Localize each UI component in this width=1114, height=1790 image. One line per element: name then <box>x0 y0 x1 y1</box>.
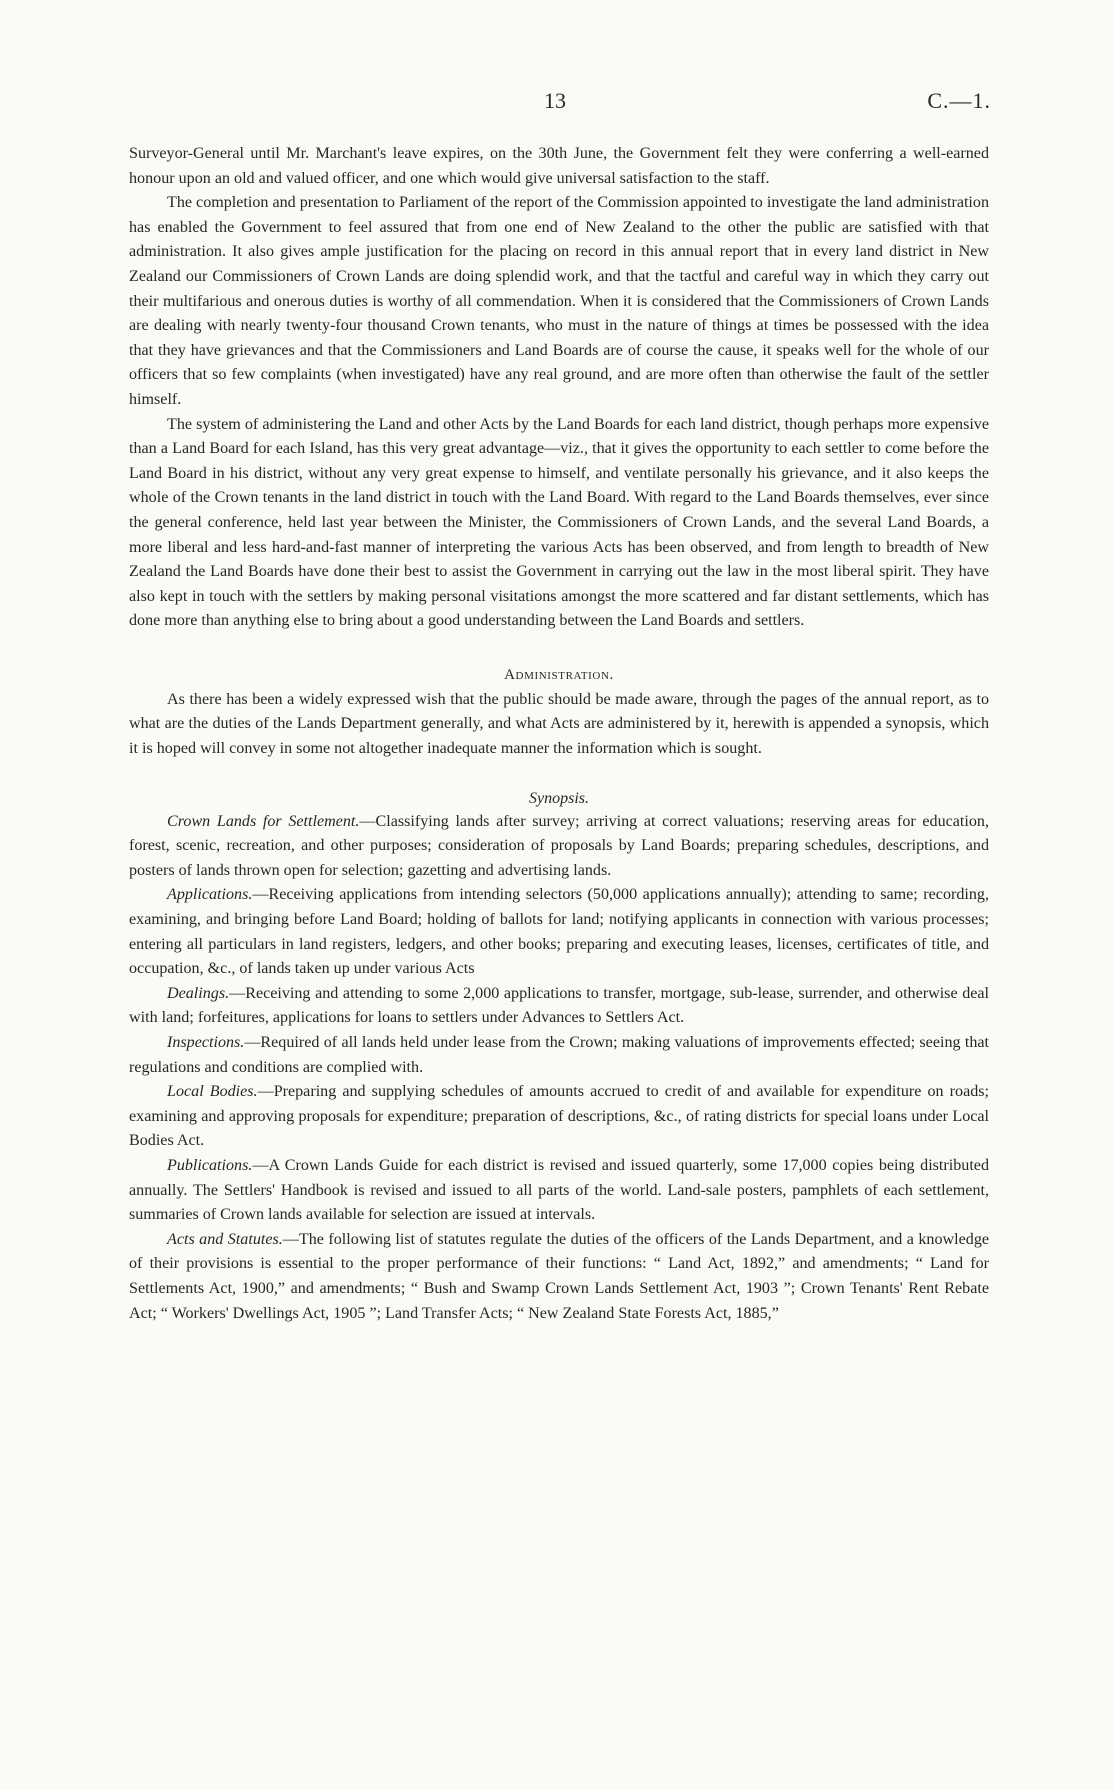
synopsis-item-text: —A Crown Lands Guide for each district is revised and issued quarterly, some 17,000 copies being distributed annually. The Settlers' Handbook is revised and issued to all parts of the world. Land-sale posters, pamphlets of each settlement, summaries of Crown lands available for selection are issued at intervals. <box>129 1156 989 1224</box>
synopsis-item-lead: Local Bodies. <box>167 1083 258 1101</box>
synopsis-item-dealings <box>129 982 989 1031</box>
synopsis-item-lead: Dealings. <box>167 984 230 1002</box>
synopsis-item-acts-statutes <box>129 1228 989 1326</box>
synopsis-item-lead: Inspections. <box>167 1034 245 1051</box>
page-header <box>0 88 1114 118</box>
paragraph-administration: As there has been a widely expressed wish that the public should be made aware, through the pages of the annual report, as to what are the duties of the Lands Department generally, and what Acts are administered by it, herewith is appended a synopsis, which it is hoped will convey in some not altogether inadequate manner the information which is sought. <box>129 690 989 758</box>
synopsis-item-text: —Receiving applications from intending selectors (50,000 applications annually); attending to same; recording, examining, and bringing before Land Board; holding of ballots for land; notifying applicants in connection with various processes; entering all particulars in land registers, ledgers, and other books; preparing and executing leases, licenses, certificates of title, and occupation, &c., of lands taken up under various Acts <box>129 886 989 978</box>
body-text <box>129 142 989 1326</box>
document-reference: C.—1. <box>927 88 991 113</box>
page-number: 13 <box>544 88 566 113</box>
synopsis-item-text: —The following list of statutes regulate the duties of the officers of the Lands Department, and a knowledge of their provisions is essential to the proper performance of their functions: “ Land Act, 1892,” and amendments; “ Land for Settlements Act, 1900,” and amendments; “ Bush and Swamp Crown Lands Settlement Act, 1903 ”; Crown Tenants' Rent Rebate Act; “ Workers' Dwellings Act, 1905 ”; Land Transfer Acts; “ New Zealand State Forests Act, 1885,” <box>129 1230 990 1322</box>
synopsis-item-local-bodies <box>129 1080 989 1154</box>
paragraph-commission-report: The completion and presentation to Parliament of the report of the Commission appointed to investigate the land administration has enabled the Government to feel assured that from one end of New Zealand to the other the public are satisfied with that administration. It also gives ample justification for the placing on record in this annual report that in every land district in New Zealand our Commissioners of Crown Lands are doing splendid work, and that the tactful and careful way in which they carry out their multifarious and onerous duties is worthy of all commendation. When it is considered that the Commissioners of Crown Lands are dealing with nearly twenty-four thousand Crown tenants, who must in the nature of things at times be possessed with the idea that they have grievances and that the Commissioners and Land Boards are of course the cause, it speaks well for the whole of our officers that so few complaints (when investigated) have any real ground, and are more often than otherwise the fault of the settler himself. <box>129 194 989 408</box>
synopsis-item-text: —Receiving and attending to some 2,000 applications to transfer, mortgage, sub-lease, surrender, and otherwise deal with land; forfeitures, applications for loans to settlers under Advances to Settlers Act. <box>129 984 989 1027</box>
synopsis-item-text: —Classifying lands after survey; arriving at correct valuations; reserving areas for education, forest, scenic, recreation, and other purposes; consideration of proposals by Land Boards; preparing schedules, descriptions, and posters of lands thrown open for selection; gazetting and advertising lands. <box>129 812 989 879</box>
section-heading-synopsis: Synopsis. <box>529 789 589 807</box>
synopsis-item-text: —Preparing and supplying schedules of amounts accrued to credit of and available for expenditure on roads; examining and approving proposals for expenditure; preparation of descriptions, &c., of rating districts for special loans under Local Bodies Act. <box>129 1083 989 1150</box>
paragraph-land-boards: The system of administering the Land and other Acts by the Land Boards for each land district, though perhaps more expensive than a Land Board for each Island, has this very great advantage—viz., that it gives the opportunity to each settler to come before the Land Board in his district, without any very great expense to himself, and ventilate personally his grievance, and it also keeps the whole of the Crown tenants in the land district in touch with the Land Board. With regard to the Land Boards themselves, ever since the general conference, held last year between the Minister, the Commissioners of Crown Lands, and the several Land Boards, a more liberal and less hard-and-fast manner of interpreting the various Acts has been observed, and from length to breadth of New Zealand the Land Boards have done their best to assist the Government in carrying out the law in the most liberal spirit. They have also kept in touch with the settlers by making personal visitations amongst the more scattered and far distant settlements, which has done more than anything else to bring about a good understanding between the Land Boards and settlers. <box>129 415 989 630</box>
synopsis-item-text: —Required of all lands held under lease from the Crown; making valuations of improvements effected; seeing that regulations and conditions are complied with. <box>129 1034 989 1076</box>
synopsis-item-lead: Acts and Statutes. <box>167 1230 283 1248</box>
synopsis-item-lead: Publications. <box>167 1156 253 1174</box>
synopsis-item-inspections <box>129 1031 989 1080</box>
paragraph-continuation: Surveyor-General until Mr. Marchant's leave expires, on the 30th June, the Government felt they were conferring a well-earned honour upon an old and valued officer, and one which would give universal satisfaction to the staff. <box>129 145 989 187</box>
synopsis-item-applications <box>129 883 989 981</box>
synopsis-item-lead: Applications. <box>167 886 253 904</box>
synopsis-item-publications <box>129 1154 989 1228</box>
synopsis-item-lead: Crown Lands for Settlement. <box>167 812 360 830</box>
section-heading-administration: Administration. <box>504 666 614 683</box>
synopsis-item-crown-lands <box>129 810 989 884</box>
